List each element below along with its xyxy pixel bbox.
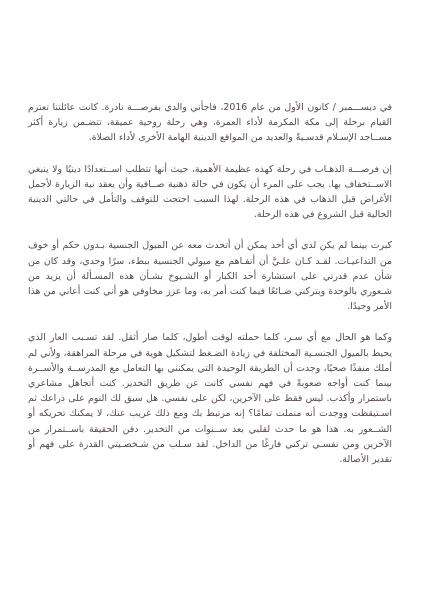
paragraph-spiritual-preparation: إن فرصـــة الذهـاب في رحلة كهذه عظيمة الأهمية، حيث أنها تتطلب اســتعدادًا دينيًا ولا ينبغي الاســتخفاف بها. يجب على المرء أن يكون في حالة ذهنية صــافية وأن يعقد نية الزيارة لأجمل الأغراض قبل الذهاب في هذه الرحلة. لهذا السبب احتجت للتوقف والتأمل في حالتي الدينية الحالية قبل الشروع في هذه الرحلة. xyxy=(28,163,392,221)
paragraph-growing-up-alone: كبرت بينما لم يكن لدي أي أحد يمكن أن أتحدث معه عن الميول الجنسية بـدون حكم أو خوف من التداعيـات. لقـد كـان علـيَّ أن أتفـاهم مع ميولي الجنسية ببطء، سرًا وحدي، وقد كان من شأن عدم قدرتي على استشارة أحد الكبار أو الشـيوخ بشـأن هذه المسـألة أن يزيد من شـعوري بالوحدة ويتركني ضـائعًا فيما كنت أمر به، وما عزز مخاوفي هو أني كنت أعاني من هذا الأمر وحيدًا. xyxy=(28,240,392,313)
paragraph-burden-of-secret: وكما هو الحال مع أي سـر، كلما حملته لوقت أطول، كلما صار أثقل. لقد تسـبب العار الذي يحيط بالميول الجنسـية المختلفة في زيادة الضـغط لتشكيل هوية في مرحلة المراهقة، ولأني لم أملك منفذًا صحيًا، وجدت أن الطريقة الوحيدة التي يمكنني بها التعامل مع المدرســة والأســرة بينما كنت أواجه صعوبةً في فهم نفسي كانت عن طريق التخدير. كنت أتجاهل مشاعري باستمرار وأكذب. ليس فقط على الآخرين، لكن على نفسي. هل سبق لك النوم على ذراعك ثم اسـتيقظت ووجدت أنه منملت تمامًا؟ إنه مرتبط بك ومع ذلك غريب عنك، لا يمكنك تحريكه أو الشــعور به. هذا هو ما حدث لقلبي بعد ســنوات من التخدير. دفن الحقيقة باســتمرار من الآخرين ومن نفسـي تركني فارغًا من الداخل. لقد سـلب من شـخصـيتي القدرة على فهم أو تقدير الأصالة. xyxy=(28,332,392,466)
paragraph-umrah-opportunity: في ديســـمبر / كانون الأول من عام 2016، فاجأني والدي بفرصـــة نادرة. كانت عائلتنا تعتزم القيام برحلة إلى مكة المكرمة لأداء العمرة، وهي رحلة روحية عميقة، تتضـمن زيارة أكثر مســاجد الإسـلام قدسـيةً والعديد من المواقع الدينية الهامة الأخرى لأداء الصلاة. xyxy=(28,102,393,144)
